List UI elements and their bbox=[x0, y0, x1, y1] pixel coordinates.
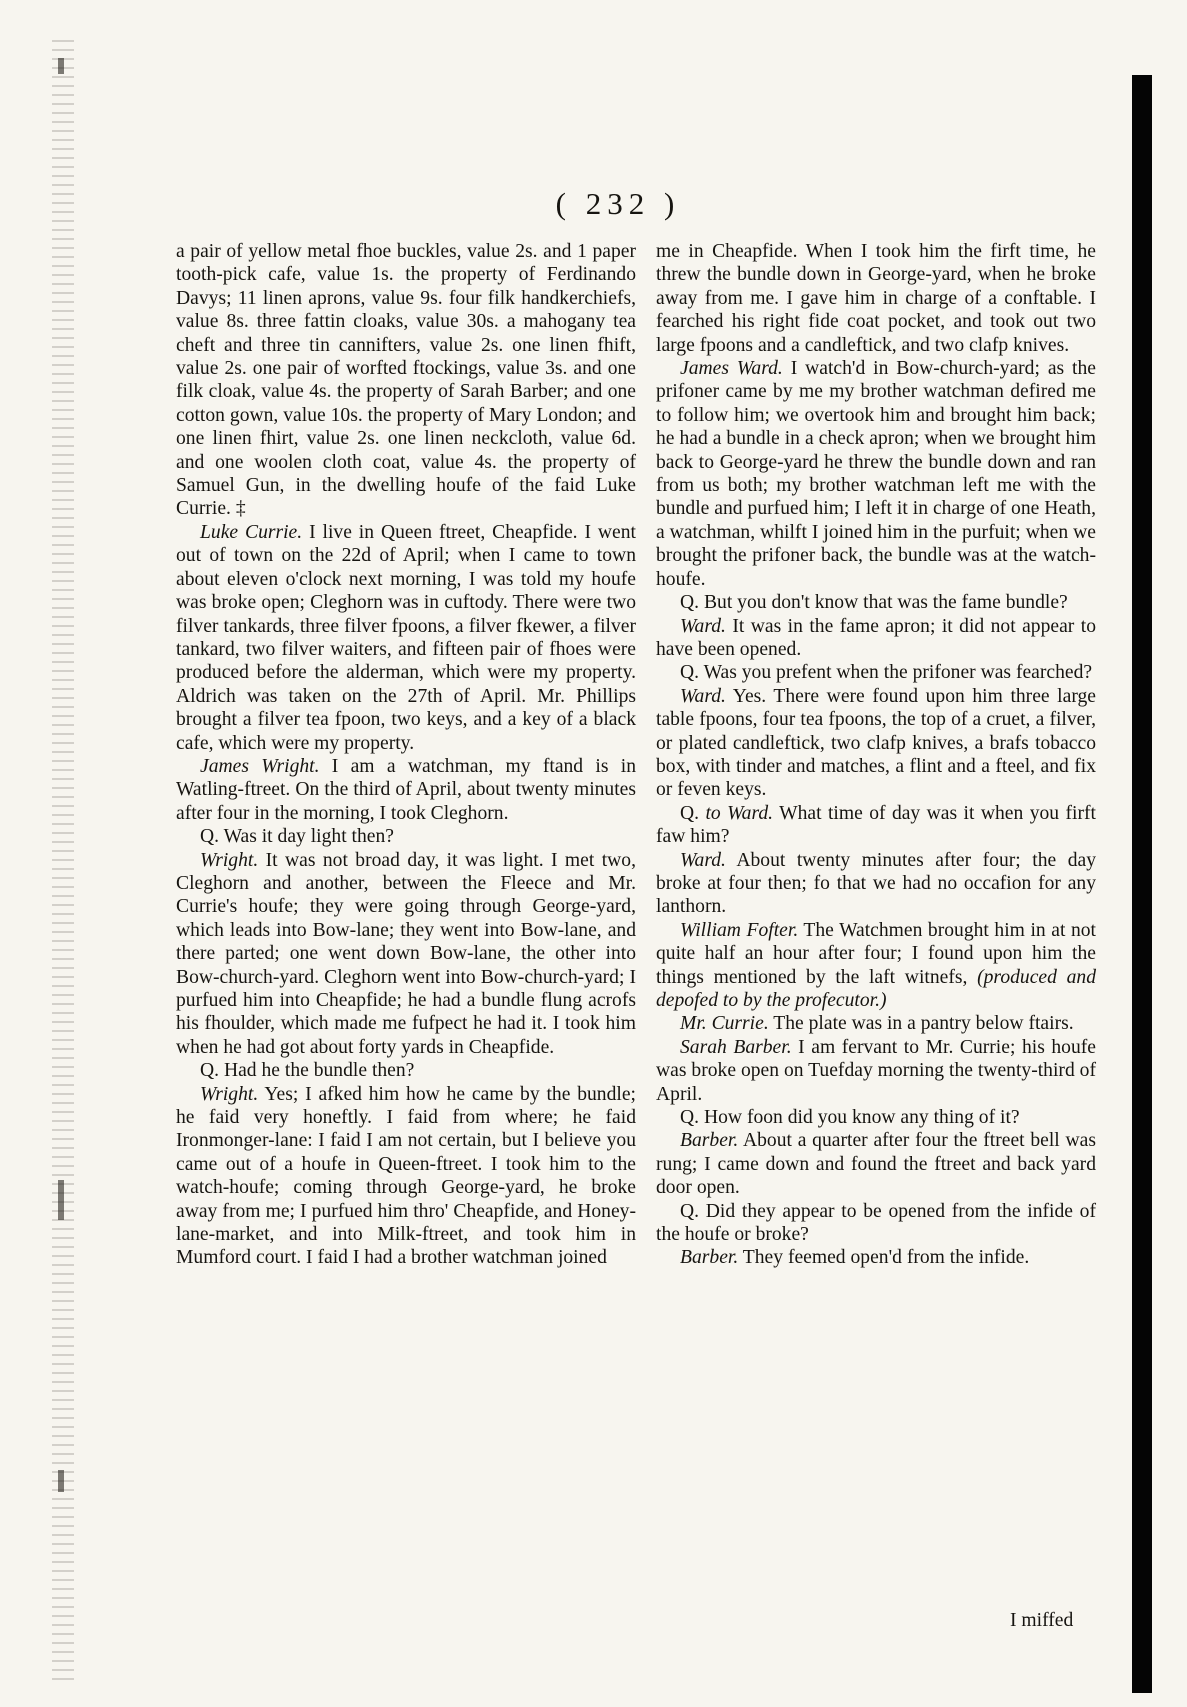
paragraph-text: Yes. There were found upon him three large table fpoons, four tea fpoons, the top of a cruet, a filver, or plated candleftick, two clafp knives, a brafs tobacco box, with tinder and matches, a flint and a fteel, and fix or feven keys. bbox=[656, 685, 1096, 801]
italic-note: (produced and depofed to by the profecutor.) bbox=[656, 966, 1096, 1011]
paragraph-text: The plate was in a pantry below ftairs. bbox=[768, 1013, 1074, 1035]
paragraph bbox=[656, 919, 1096, 1013]
paragraph-text: me in Cheapfide. When I took him the firft time, he threw the bundle down in George-yard, when he broke away from me. I gave him in charge of a conftable. I fearched his right fide coat pocket, and took out two large fpoons and a candleftick, and two clafp knives. bbox=[656, 241, 1096, 356]
speaker-name: Barber. bbox=[680, 1130, 739, 1152]
scan-edge-bar bbox=[1132, 75, 1152, 1693]
speaker-name: James Ward. bbox=[680, 358, 783, 380]
paragraph bbox=[656, 615, 1096, 662]
paragraph bbox=[656, 591, 1096, 614]
speaker-name: Ward. bbox=[680, 685, 726, 707]
binding-edge bbox=[52, 40, 74, 1680]
paragraph-text: Yes; I afked him how he came by the bundle; he faid very honeftly. I faid from where; he faid Ironmonger-lane: I faid I am not certain, but I believe you came out of a houfe in Queen-ftreet. I took him to the watch-houfe; coming through George-yard, he broke away from me; I purfued him thro' Cheapfide, and Honey-lane-market, and into Milk-ftreet, and took him in Mumford court. I faid I had a brother watchman joined bbox=[176, 1083, 636, 1269]
paragraph-text: Q. How foon did you know any thing of it? bbox=[680, 1107, 1020, 1129]
paragraph-text: About twenty minutes after four; the day broke at four then; fo that we had no occafion for any lanthorn. bbox=[656, 849, 1096, 918]
paragraph-text: It was in the fame apron; it did not appear to have been opened. bbox=[656, 615, 1096, 660]
paragraph bbox=[176, 521, 636, 755]
paragraph-text: a pair of yellow metal fhoe buckles, value 2s. and 1 paper tooth-pick cafe, value 1s. the property of Ferdinando Davys; 11 linen aprons, value 9s. four filk handkerchiefs, value 8s. three fattin cloaks, value 30s. a mahogany tea cheft and three tin cannifters, value 2s. one linen fhift, value 2s. one pair of worfted ftockings, value 3s. and one filk cloak, value 4s. the property of Sarah Barber; and one cotton gown, value 10s. the property of Mary London; and one linen fhirt, value 2s. one linen neckcloth, value 6d. and one woolen cloth coat, value 4s. the property of Samuel Gun, in the dwelling houfe of the faid Luke Currie. ‡ bbox=[176, 241, 636, 520]
paragraph bbox=[656, 1106, 1096, 1129]
speaker-name: William Fofter. bbox=[680, 919, 799, 941]
paragraph-text: They feemed open'd from the infide. bbox=[738, 1247, 1030, 1269]
paragraph bbox=[176, 1083, 636, 1270]
text-column-right bbox=[656, 240, 1096, 1270]
speaker-name: Ward. bbox=[680, 849, 726, 871]
paragraph-text: I am fervant to Mr. Currie; his houfe was broke open on Tuefday morning the twenty-third of April. bbox=[656, 1036, 1096, 1105]
paragraph-text: Q. Was you prefent when the prifoner was fearched? bbox=[680, 662, 1093, 684]
paragraph-text: Q. Had he the bundle then? bbox=[200, 1060, 415, 1082]
paragraph bbox=[656, 1036, 1096, 1106]
speaker-name: James Wright. bbox=[200, 755, 320, 777]
paragraph bbox=[176, 1059, 636, 1082]
paragraph-text: It was not broad day, it was light. I met two, Cleghorn and another, between the Fleece and Mr. Currie's houfe; they were going through George-yard, which leads into Bow-lane; they went into Bow-lane, and there parted; one went down Bow-lane, the other into Bow-church-yard. Cleghorn went into Bow-church-yard; I purfued him into Cheapfide; he had a bundle flung acrofs his fhoulder, which made me fufpect he had it. I took him when he had got about forty yards in Cheapfide. bbox=[176, 849, 636, 1058]
binding-mark bbox=[58, 1470, 64, 1492]
paragraph bbox=[656, 1012, 1096, 1035]
paragraph-text: About a quarter after four the ftreet bell was rung; I came down and found the ftreet and back yard door open. bbox=[656, 1130, 1096, 1199]
paragraph-text: I watch'd in Bow-church-yard; as the prifoner came by me my brother watchman defired me to follow him; we overtook him and brought him back; he had a bundle in a check apron; when we brought him back to George-yard he threw the bundle down and ran from us both; my brother watchman left me with the bundle and purfued him; I left it in charge of one Heath, a watchman, whilft I joined him in the purfuit; when we brought the prifoner back, the bundle was at the watch-houfe. bbox=[656, 358, 1096, 590]
paragraph-text: The Watchmen brought him in at not quite half an hour after four; I found upon him the things mentioned by the laft witnefs, bbox=[656, 919, 1096, 988]
paragraph bbox=[656, 849, 1096, 919]
paragraph bbox=[656, 1246, 1096, 1269]
speaker-name: Wright. bbox=[200, 849, 259, 871]
paragraph bbox=[656, 1200, 1096, 1247]
speaker-name: Wright. bbox=[200, 1083, 259, 1105]
question-prefix: Q. bbox=[680, 802, 706, 824]
paragraph-text: What time of day was it when you firft faw him? bbox=[656, 802, 1096, 848]
paragraph bbox=[656, 661, 1096, 684]
binding-mark bbox=[58, 1180, 64, 1220]
binding-mark bbox=[58, 58, 64, 74]
paragraph-text: Q. But you don't know that was the fame bundle? bbox=[680, 592, 1068, 614]
speaker-name: Luke Currie. bbox=[200, 521, 303, 543]
paragraph bbox=[656, 1129, 1096, 1199]
paragraph bbox=[656, 357, 1096, 591]
text-column-left bbox=[176, 240, 636, 1270]
paragraph-text: Q. Was it day light then? bbox=[200, 826, 394, 848]
page-number: ( 232 ) bbox=[555, 186, 681, 221]
speaker-name: Sarah Barber. bbox=[680, 1036, 792, 1058]
paragraph-text: Q. Did they appear to be opened from the infide of the houfe or broke? bbox=[656, 1200, 1096, 1246]
speaker-name: Mr. Currie. bbox=[680, 1013, 769, 1035]
paragraph bbox=[656, 685, 1096, 802]
speaker-name: Barber. bbox=[680, 1247, 739, 1269]
catchword: I miffed bbox=[1010, 1610, 1074, 1631]
speaker-name: Ward. bbox=[680, 615, 726, 637]
paragraph bbox=[176, 849, 636, 1060]
paragraph bbox=[656, 240, 1096, 357]
paragraph-text: I am a watchman, my ftand is in Watling-ftreet. On the third of April, about twenty minutes after four in the morning, I took Cleghorn. bbox=[176, 755, 636, 824]
paragraph bbox=[176, 825, 636, 848]
paragraph bbox=[176, 240, 636, 521]
paragraph bbox=[176, 755, 636, 825]
paragraph bbox=[656, 802, 1096, 849]
paragraph-text: I live in Queen ftreet, Cheapfide. I went out of town on the 22d of April; when I came to town about eleven o'clock next morning, I was told my houfe was broke open; Cleghorn was in cuftody. There were two filver tankards, three filver fpoons, a filver fkewer, a filver tankard, two filver waiters, and fifteen pair of fhoes were produced before the alderman, which were my property. Aldrich was taken on the 27th of April. Mr. Phillips brought a filver tea fpoon, two keys, and a key of a black cafe, which were my property. bbox=[176, 521, 636, 754]
speaker-name: to Ward. bbox=[705, 802, 774, 824]
